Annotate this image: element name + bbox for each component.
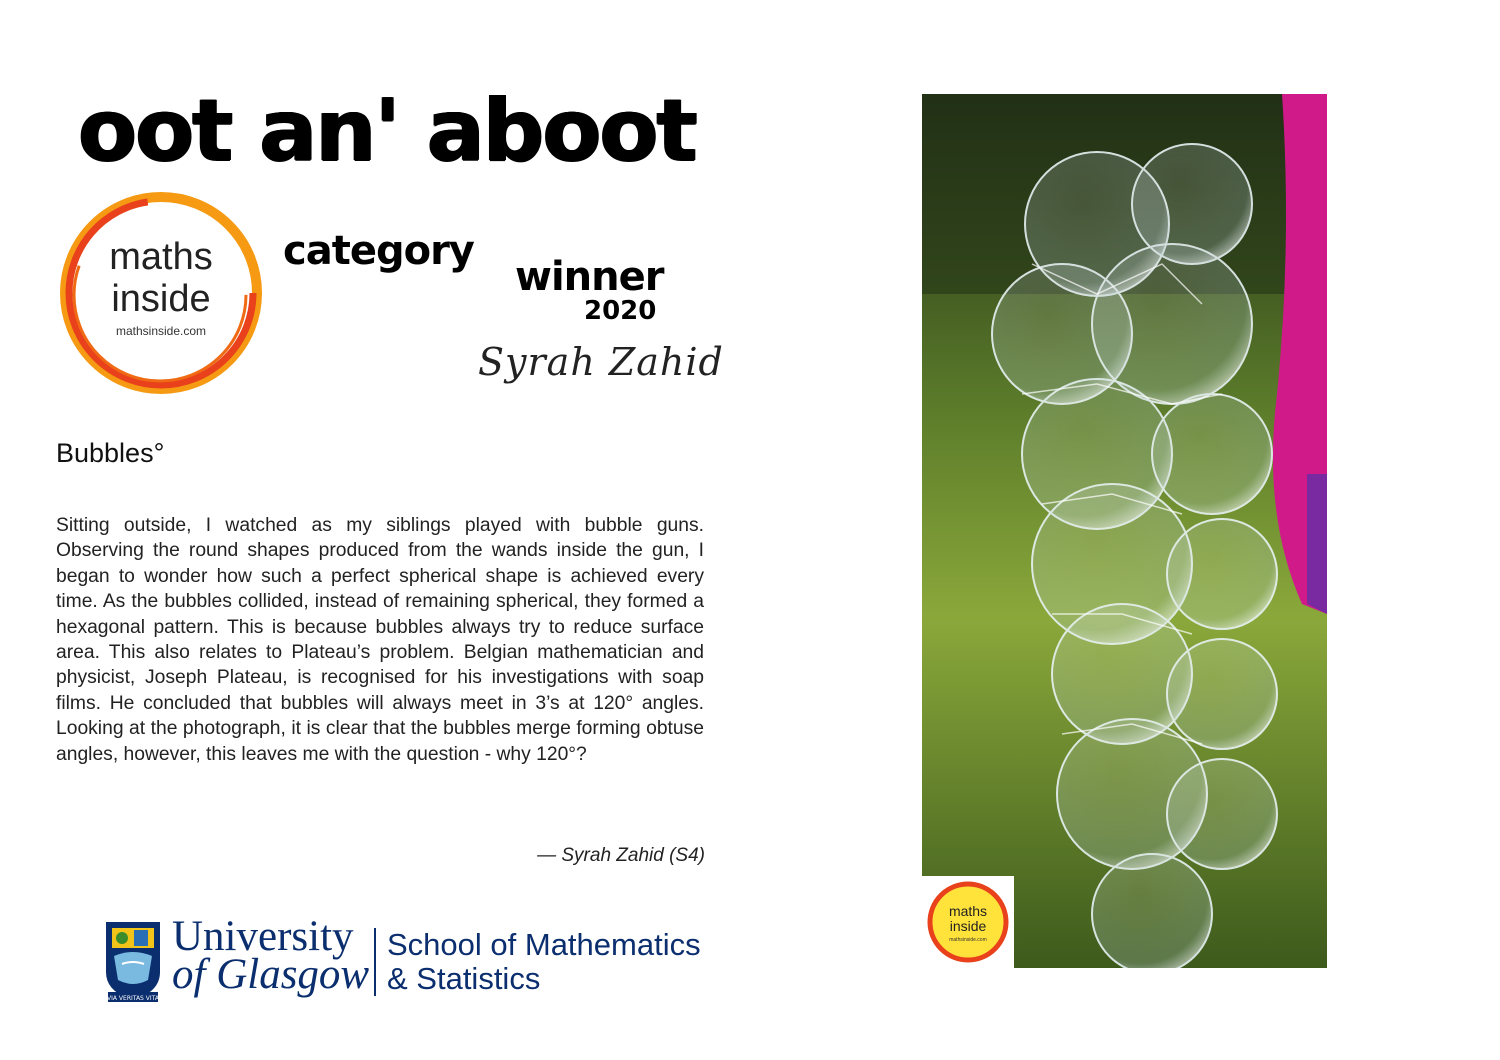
logo-text [56,236,266,320]
logo-url: mathsinside.com [115,324,207,338]
university-name [172,913,370,998]
article-citation: — Syrah Zahid (S4) [537,845,705,866]
bubbles-photo [922,94,1327,968]
university-crest-icon [104,920,162,1004]
small-logo-ring-icon [922,876,1014,968]
school-line1: School of Mathematics [387,927,701,962]
article-body: Sitting outside, I watched as my siblings played with bubble guns. Observing the round shapes produced from the wands inside the gun, I began to wonder how such a perfect spherical shape is achieved every time. As the bubbles collided, instead of remaining spherical, they formed a hexagonal pattern. This is because bubbles always try to reduce surface area. This also relates to Plateau’s problem. Belgian mathematician and physicist, Joseph Plateau, is recognised for his investigations with soap films. He concluded that bubbles will always meet in 3’s at 120° angles. Looking at the photograph, it is clear that the bubbles merge forming obtuse angles, however, this leaves me with the question - why 120°? [56,515,704,765]
signature: Syrah Zahid [478,340,724,384]
university-logo [104,913,714,1008]
school-line2: & Statistics [387,961,541,996]
crest-motto: VIA VERITAS VITA [107,995,159,1002]
maths-inside-logo [56,188,266,398]
small-logo-url: mathsinside.com [949,937,987,943]
small-logo-line2: inside [949,918,987,934]
small-logo-line1: maths [948,903,988,919]
category-label: category [283,228,474,274]
winner-label: winner [515,254,664,300]
logo-divider [374,928,376,996]
bubbles-image [922,94,1327,968]
photo-maths-inside-badge [922,876,1014,968]
poster-title: oot an' aboot [78,81,696,181]
year-label: 2020 [584,296,657,326]
article-heading: Bubbles° [56,438,165,468]
logo-line-inside: inside [111,278,211,320]
school-name [387,928,701,996]
logo-line-maths: maths [109,236,213,278]
university-line2: of Glasgow [172,951,370,998]
university-line1: University [172,913,354,960]
